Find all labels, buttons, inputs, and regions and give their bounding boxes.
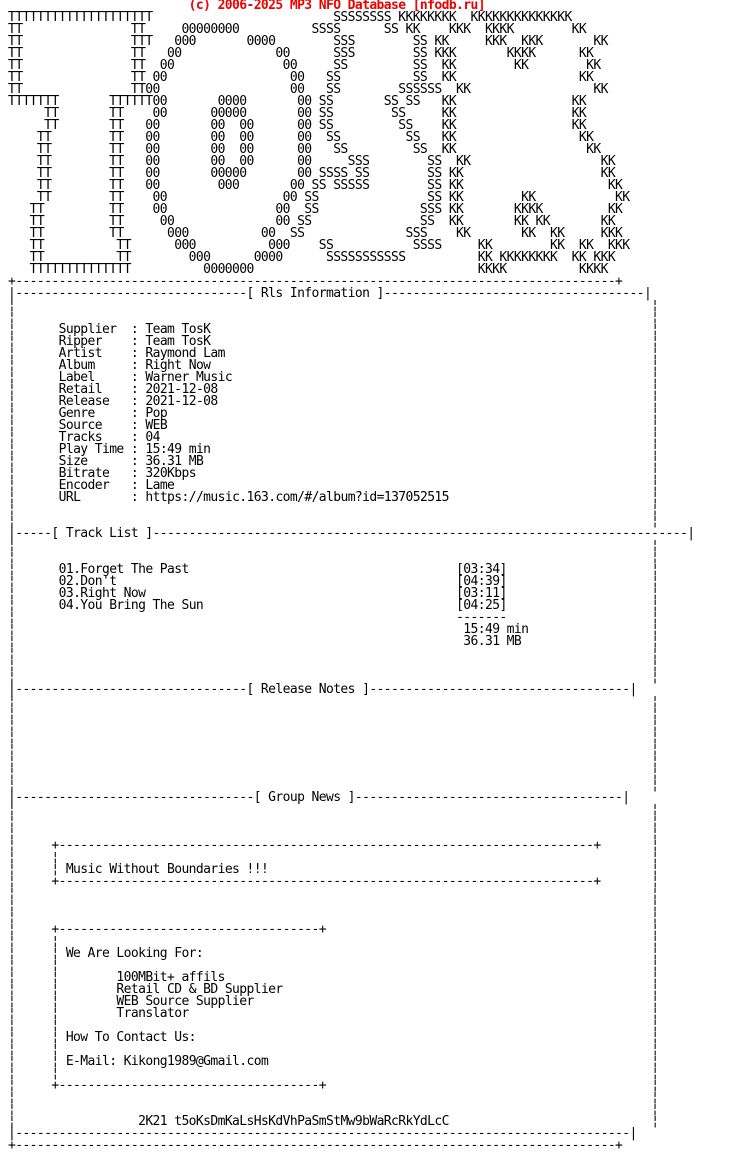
logo-art: TT TT 00 00 SSS SS KKK KKKK KK bbox=[8, 46, 594, 61]
box-top-rule: +-----------------------------------------------------------------------------------+ bbox=[8, 274, 623, 289]
motto-box-pad: ¦ ¦ ¦ bbox=[8, 850, 659, 865]
info-value: Lame bbox=[145, 478, 175, 493]
track-list-header: |-----[ Track List ]--------------------------------------------------------------------------| bbox=[8, 526, 695, 541]
blank-line: ¦ ¦ bbox=[8, 550, 659, 565]
box-bottom-rule: |-------------------------------------------------------------------------------------| bbox=[8, 1126, 637, 1141]
blank-line: ¦ ¦ bbox=[8, 742, 659, 757]
logo-art: TT TT 00 00 SS SSS KK KKKK KK bbox=[8, 202, 623, 217]
track-title: 04.You Bring The Sun bbox=[58, 598, 457, 613]
email-address[interactable]: Kikong1989@Gmail.com bbox=[123, 1054, 269, 1069]
blank-line: ¦ ¦ bbox=[8, 718, 659, 733]
rls-info-header: |--------------------------------[ Rls Information ]------------------------------------| bbox=[8, 286, 652, 301]
blank-line: ¦ ¦ bbox=[8, 658, 659, 673]
motto-box-top: ¦ +--------------------------------------------------------------------------+ ¦ bbox=[8, 838, 659, 853]
looking-rule: +------------------------------------+ bbox=[51, 1078, 326, 1093]
track-title: 03.Right Now bbox=[58, 586, 457, 601]
info-row: ¦ Artist : Raymond Lam ¦ bbox=[8, 346, 659, 361]
info-value: Warner Music bbox=[145, 370, 233, 385]
signature-row: ¦ 2K21 t5oKsDmKaLsHsKdVhPaSmStMw9bWaRcRkYdLcC ¦ bbox=[8, 1114, 659, 1129]
logo-art: TT TT 000 000 SS SSSS KK KK KK KKK bbox=[8, 238, 630, 253]
logo-art: TT TT 000 0000 SSSSSSSSSSS KK KKKKKKKK KK KKK bbox=[8, 250, 616, 265]
logo-art: TT TTT 000 0000 SSS SS KK KKK KKK KK bbox=[8, 34, 608, 49]
info-value: Team TosK bbox=[145, 334, 211, 349]
total-size-line: ¦ 36.31 MB ¦ bbox=[8, 634, 659, 649]
blank-line: ¦ ¦ bbox=[8, 802, 659, 817]
info-row: ¦ Retail : 2021-12-08 ¦ bbox=[8, 382, 659, 397]
info-value[interactable]: https://music.163.com/#/album?id=137052515 bbox=[145, 490, 449, 505]
wanted-item: Translator bbox=[116, 1006, 189, 1021]
info-label: Supplier bbox=[58, 322, 131, 337]
logo-art: TT TT 00 00 00 00 SS SS KK KK bbox=[8, 118, 587, 133]
box-bottom: +-----------------------------------------------------------------------------------+ bbox=[8, 1138, 623, 1153]
track-row: ¦ 02.Don't [04:39] ¦ bbox=[8, 574, 659, 589]
motto-row: ¦ ¦ Music Without Boundaries !!! ¦ bbox=[8, 862, 659, 877]
info-value: Raymond Lam bbox=[145, 346, 225, 361]
info-label: Play Time bbox=[58, 442, 131, 457]
blank-line: ¦ ¦ bbox=[8, 694, 659, 709]
info-row: ¦ Bitrate : 320Kbps ¦ bbox=[8, 466, 659, 481]
total-size: 36.31 MB bbox=[463, 634, 522, 649]
track-time: [03:11] bbox=[456, 586, 507, 601]
nfo-document bbox=[8, 0, 695, 1152]
info-row: ¦ Album : Right Now ¦ bbox=[8, 358, 659, 373]
logo-art: TTTTTTTTTTTTTT 0000000 KKKK KKKK bbox=[8, 262, 608, 277]
blank-line: ¦ ¦ bbox=[8, 1090, 659, 1105]
info-row: ¦ Ripper : Team TosK ¦ bbox=[8, 334, 659, 349]
logo-art: TTTTTTTTTTTTTTTTTTTT SSSSSSSS KKKKKKKK KKKKKKKKKKKKKK bbox=[8, 10, 572, 25]
logo-art: TT TT 00 00 SS SS KK KK KK bbox=[8, 58, 601, 73]
blank-line: ¦ ¦ bbox=[8, 910, 659, 925]
info-value: Pop bbox=[145, 406, 168, 421]
total-rule: ------- bbox=[456, 610, 507, 625]
email-row: ¦ ¦ E-Mail: Kikong1989@Gmail.com ¦ bbox=[8, 1054, 659, 1069]
release-notes-header: |--------------------------------[ Release Notes ]------------------------------------| bbox=[8, 682, 637, 697]
contact-heading: How To Contact Us: bbox=[65, 1030, 196, 1045]
looking-box-bottom: ¦ +------------------------------------+ ¦ bbox=[8, 1078, 659, 1093]
contact-row: ¦ ¦ How To Contact Us: ¦ bbox=[8, 1030, 659, 1045]
looking-box-pad: ¦ ¦ ¦ bbox=[8, 958, 659, 973]
info-value: WEB bbox=[145, 418, 168, 433]
track-time: [04:39] bbox=[456, 574, 507, 589]
motto-rule: +--------------------------------------------------------------------------+ bbox=[51, 838, 601, 853]
wanted-item: Retail CD & BD Supplier bbox=[116, 982, 283, 997]
wanted-item: WEB Source Supplier bbox=[116, 994, 254, 1009]
track-title: 01.Forget The Past bbox=[58, 562, 457, 577]
blank-line: ¦ ¦ bbox=[8, 538, 659, 553]
info-value: 2021-12-08 bbox=[145, 394, 218, 409]
looking-for-heading: We Are Looking For: bbox=[65, 946, 204, 961]
track-time: [03:34] bbox=[456, 562, 507, 577]
looking-box-pad: ¦ ¦ ¦ bbox=[8, 934, 659, 949]
info-row: ¦ Encoder : Lame ¦ bbox=[8, 478, 659, 493]
info-row: ¦ Genre : Pop ¦ bbox=[8, 406, 659, 421]
wanted-row: ¦ ¦ 100MBit+ affils ¦ bbox=[8, 970, 659, 985]
looking-box-pad: ¦ ¦ ¦ bbox=[8, 1042, 659, 1057]
info-label: Retail bbox=[58, 382, 131, 397]
site-credit-text: (c) 2006-2025 MP3 NFO Database [nfodb.ru] bbox=[8, 0, 485, 13]
info-row: ¦ Label : Warner Music ¦ bbox=[8, 370, 659, 385]
logo-art: TTTTTTT TTTTTT00 0000 00 SS SS SS KK KK bbox=[8, 94, 587, 109]
blank-line: ¦ ¦ bbox=[8, 670, 659, 685]
info-label: Tracks bbox=[58, 430, 131, 445]
blank-line: ¦ ¦ bbox=[8, 514, 659, 529]
track-row: ¦ 01.Forget The Past [03:34] ¦ bbox=[8, 562, 659, 577]
motto-box-bottom: ¦ +--------------------------------------------------------------------------+ ¦ bbox=[8, 874, 659, 889]
info-label: URL bbox=[58, 490, 131, 505]
looking-box-pad: ¦ ¦ ¦ bbox=[8, 1018, 659, 1033]
logo-art: TT TT 00 00 SS SS KK KK KK KK bbox=[8, 214, 616, 229]
info-value: 15:49 min bbox=[145, 442, 211, 457]
info-row: ¦ Release : 2021-12-08 ¦ bbox=[8, 394, 659, 409]
logo-art: TT TT 000 00 SS SSS KK KK KK KKK bbox=[8, 226, 623, 241]
blank-line: ¦ ¦ bbox=[8, 298, 659, 313]
info-label: Genre bbox=[58, 406, 131, 421]
track-time: [04:25] bbox=[456, 598, 507, 613]
info-label: Album bbox=[58, 358, 131, 373]
info-value: Team TosK bbox=[145, 322, 211, 337]
blank-line: ¦ ¦ bbox=[8, 730, 659, 745]
release-signature: 2K21 t5oKsDmKaLsHsKdVhPaSmStMw9bWaRcRkYdLcC bbox=[138, 1114, 449, 1129]
info-row: ¦ URL : https://music.163.com/#/album?id=137052515 ¦ bbox=[8, 490, 659, 505]
info-label: Encoder bbox=[58, 478, 131, 493]
info-label: Source bbox=[58, 418, 131, 433]
info-value: 320Kbps bbox=[145, 466, 196, 481]
motto-rule: +--------------------------------------------------------------------------+ bbox=[51, 874, 601, 889]
logo-art: TT TT 00 00 00 00 SS SS KK KK bbox=[8, 142, 601, 157]
track-row: ¦ 04.You Bring The Sun [04:25] ¦ bbox=[8, 598, 659, 613]
group-news-header: |---------------------------------[ Group News ]-------------------------------------| bbox=[8, 790, 630, 805]
wanted-row: ¦ ¦ Translator ¦ bbox=[8, 1006, 659, 1021]
info-row: ¦ Source : WEB ¦ bbox=[8, 418, 659, 433]
looking-row: ¦ ¦ We Are Looking For: ¦ bbox=[8, 946, 659, 961]
looking-box-pad: ¦ ¦ ¦ bbox=[8, 1066, 659, 1081]
info-label: Label bbox=[58, 370, 131, 385]
blank-line: ¦ ¦ bbox=[8, 706, 659, 721]
logo-art: TT TT 00 00000 00 SS SS KK KK bbox=[8, 106, 587, 121]
email-label: E-Mail: bbox=[65, 1054, 124, 1069]
wanted-item: 100MBit+ affils bbox=[116, 970, 225, 985]
info-label: Ripper bbox=[58, 334, 131, 349]
track-title: 02.Don't bbox=[58, 574, 457, 589]
info-label: Bitrate bbox=[58, 466, 131, 481]
blank-line: ¦ ¦ bbox=[8, 898, 659, 913]
total-time: 15:49 min bbox=[463, 622, 529, 637]
info-label: Release bbox=[58, 394, 131, 409]
logo-art: TT TT 00 00000 00 SSSS SS SS KK KK bbox=[8, 166, 616, 181]
track-row: ¦ 03.Right Now [03:11] ¦ bbox=[8, 586, 659, 601]
info-label: Size bbox=[58, 454, 131, 469]
info-value: 36.31 MB bbox=[145, 454, 204, 469]
info-value: Right Now bbox=[145, 358, 211, 373]
info-row: ¦ Size : 36.31 MB ¦ bbox=[8, 454, 659, 469]
info-row: ¦ Tracks : 04 ¦ bbox=[8, 430, 659, 445]
info-value: 04 bbox=[145, 430, 160, 445]
blank-line: ¦ ¦ bbox=[8, 814, 659, 829]
looking-rule: +------------------------------------+ bbox=[51, 922, 326, 937]
group-motto: Music Without Boundaries !!! bbox=[65, 862, 269, 877]
info-row: ¦ Play Time : 15:49 min ¦ bbox=[8, 442, 659, 457]
total-time-line: ¦ 15:49 min ¦ bbox=[8, 622, 659, 637]
wanted-row: ¦ ¦ Retail CD & BD Supplier ¦ bbox=[8, 982, 659, 997]
blank-line: ¦ ¦ bbox=[8, 1102, 659, 1117]
logo-art: TT TT 00 00 00 00 SSS SS KK KK bbox=[8, 154, 616, 169]
blank-line: ¦ ¦ bbox=[8, 778, 659, 793]
total-rule-line: ¦ ------- ¦ bbox=[8, 610, 659, 625]
blank-line: ¦ ¦ bbox=[8, 826, 659, 841]
wanted-row: ¦ ¦ WEB Source Supplier ¦ bbox=[8, 994, 659, 1009]
blank-line: ¦ ¦ bbox=[8, 766, 659, 781]
blank-line: ¦ ¦ bbox=[8, 646, 659, 661]
logo-art: TT TT 00000000 SSSS SS KK KKK KKKK KK bbox=[8, 22, 587, 37]
info-row: ¦ Supplier : Team TosK ¦ bbox=[8, 322, 659, 337]
logo-art: TT TT 00 00 SS SS KK KK KK bbox=[8, 190, 630, 205]
looking-box-top: ¦ +------------------------------------+ ¦ bbox=[8, 922, 659, 937]
box-bottom-border bbox=[8, 1140, 695, 1152]
logo-art: TT TT 00 00 SS SS KK KK bbox=[8, 70, 594, 85]
blank-line: ¦ ¦ bbox=[8, 754, 659, 769]
info-label: Artist bbox=[58, 346, 131, 361]
blank-line: ¦ ¦ bbox=[8, 886, 659, 901]
info-value: 2021-12-08 bbox=[145, 382, 218, 397]
logo-art: TT TT 00 000 00 SS SSSSS SS KK KK bbox=[8, 178, 623, 193]
blank-line: ¦ ¦ bbox=[8, 502, 659, 517]
logo-art: TT TT00 00 SS SSSSSS KK KK bbox=[8, 82, 608, 97]
logo-art: TT TT 00 00 00 00 SS SS KK KK bbox=[8, 130, 594, 145]
blank-line: ¦ ¦ bbox=[8, 310, 659, 325]
